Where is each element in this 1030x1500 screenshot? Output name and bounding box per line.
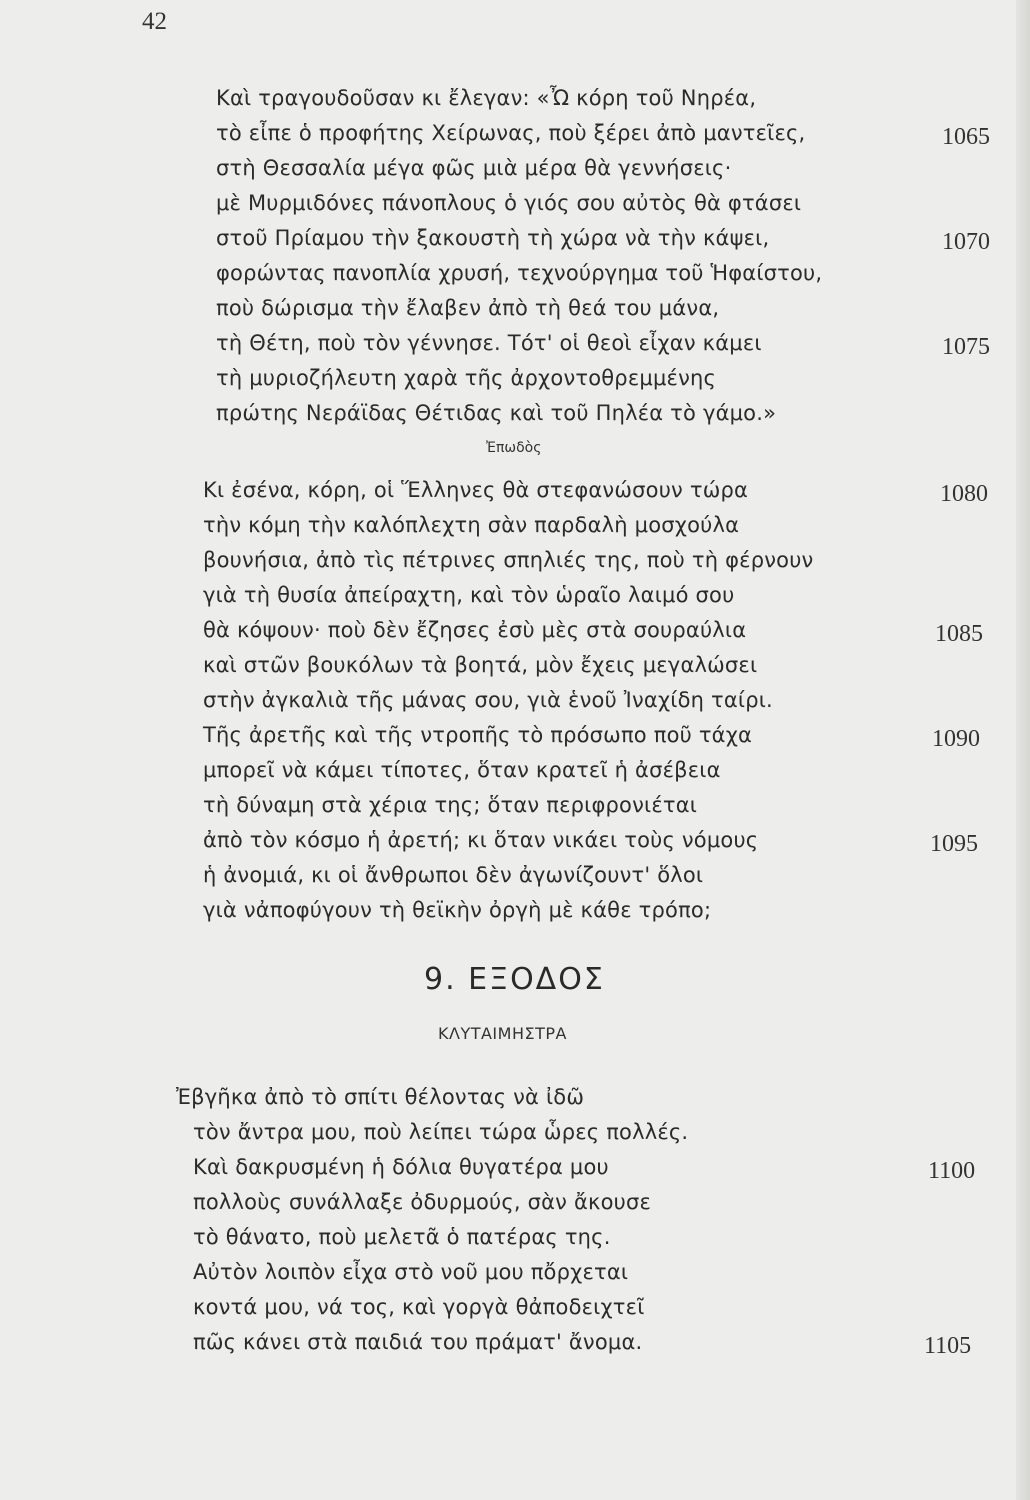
line-number: 1090 bbox=[932, 726, 980, 752]
line-number: 1075 bbox=[942, 334, 990, 360]
verse-line: τὸ εἶπε ὁ προφήτης Χείρωνας, ποὺ ξέρει ἀπὸ μαντεῖες, bbox=[216, 121, 806, 145]
page-number: 42 bbox=[142, 8, 167, 35]
verse-line: γιὰ νἀποφύγουν τὴ θεϊκὴν ὀργὴ μὲ κάθε τρόπο; bbox=[203, 898, 712, 922]
verse-line: Κι ἐσένα, κόρη, οἱ Ἕλληνες θὰ στεφανώσουν τώρα bbox=[203, 478, 749, 502]
verse-line: τὸν ἄντρα μου, ποὺ λείπει τώρα ὧρες πολλές. bbox=[193, 1120, 689, 1144]
verse-line: τὴ δύναμη στὰ χέρια της; ὅταν περιφρονιέται bbox=[203, 793, 698, 817]
speaker-name: ΚΛΥΤΑΙΜΗΣΤΡΑ bbox=[438, 1024, 567, 1043]
verse-line: κοντά μου, νά τος, καὶ γοργὰ θἀποδειχτεῖ bbox=[193, 1295, 645, 1319]
line-number: 1095 bbox=[930, 831, 978, 857]
verse-line: βουνήσια, ἀπὸ τὶς πέτρινες σπηλιές της, ποὺ τὴ φέρνουν bbox=[203, 548, 814, 572]
verse-line: Καὶ δακρυσμένη ἡ δόλια θυγατέρα μου bbox=[193, 1155, 609, 1179]
verse-line: τὴν κόμη τὴν καλόπλεχτη σὰν παρδαλὴ μοσχούλα bbox=[203, 513, 740, 537]
epode-label: Ἐπωδὸς bbox=[486, 440, 542, 456]
verse-line: πῶς κάνει στὰ παιδιά του πράματ' ἄνομα. bbox=[193, 1330, 643, 1354]
line-number: 1070 bbox=[942, 229, 990, 255]
verse-line: γιὰ τὴ θυσία ἀπείραχτη, καὶ τὸν ὡραῖο λαιμό σου bbox=[203, 583, 735, 607]
verse-line: τὴ Θέτη, ποὺ τὸν γέννησε. Τότ' οἱ θεοὶ εἶχαν κάμει bbox=[216, 331, 762, 355]
line-number: 1100 bbox=[928, 1158, 976, 1184]
line-number: 1105 bbox=[924, 1333, 972, 1359]
verse-line: Τῆς ἀρετῆς καὶ τῆς ντροπῆς τὸ πρόσωπο ποῦ τάχα bbox=[203, 723, 753, 747]
section-title: 9. ΕΞΟΔΟΣ bbox=[424, 962, 605, 997]
verse-line: Αὐτὸν λοιπὸν εἶχα στὸ νοῦ μου πὄρχεται bbox=[193, 1260, 629, 1284]
page-edge bbox=[1016, 0, 1030, 1500]
verse-line: στὴν ἀγκαλιὰ τῆς μάνας σου, γιὰ ἑνοῦ Ἰναχίδη ταίρι. bbox=[203, 688, 773, 712]
verse-line: πολλοὺς συνάλλαξε ὀδυρμούς, σὰν ἄκουσε bbox=[193, 1190, 652, 1214]
verse-line: θὰ κόψουν· ποὺ δὲν ἔζησες ἐσὺ μὲς στὰ σουραύλια bbox=[203, 618, 747, 642]
line-number: 1080 bbox=[940, 481, 988, 507]
verse-line: στὴ Θεσσαλία μέγα φῶς μιὰ μέρα θὰ γεννήσεις· bbox=[216, 156, 732, 180]
verse-line: ἡ ἀνομιά, κι οἱ ἄνθρωποι δὲν ἀγωνίζουντ' ὅλοι bbox=[203, 863, 704, 887]
verse-line: πρώτης Νεράϊδας Θέτιδας καὶ τοῦ Πηλέα τὸ γάμο.» bbox=[216, 401, 777, 425]
verse-line: τὴ μυριοζήλευτη χαρὰ τῆς ἀρχοντοθρεμμένης bbox=[216, 366, 717, 390]
verse-line: φορώντας πανοπλία χρυσή, τεχνούργημα τοῦ Ἡφαίστου, bbox=[216, 261, 823, 285]
verse-line: μπορεῖ νὰ κάμει τίποτες, ὅταν κρατεῖ ἡ ἀσέβεια bbox=[203, 758, 721, 782]
verse-line: Καὶ τραγουδοῦσαν κι ἔλεγαν: «Ὦ κόρη τοῦ Νηρέα, bbox=[216, 86, 757, 110]
line-number: 1065 bbox=[942, 124, 990, 150]
verse-line: τὸ θάνατο, ποὺ μελετᾶ ὁ πατέρας της. bbox=[193, 1225, 611, 1249]
verse-line: στοῦ Πρίαμου τὴν ξακουστὴ τὴ χώρα νὰ τὴν κάψει, bbox=[216, 226, 770, 250]
line-number: 1085 bbox=[935, 621, 983, 647]
verse-line: Ἐβγῆκα ἀπὸ τὸ σπίτι θέλοντας νὰ ἰδῶ bbox=[176, 1085, 585, 1109]
verse-line: καὶ στῶν βουκόλων τὰ βοητά, μὸν ἔχεις μεγαλώσει bbox=[203, 653, 758, 677]
verse-line: ἀπὸ τὸν κόσμο ἡ ἀρετή; κι ὅταν νικάει τοὺς νόμους bbox=[203, 828, 759, 852]
verse-line: μὲ Μυρμιδόνες πάνοπλους ὁ γιός σου αὐτὸς θὰ φτάσει bbox=[216, 191, 802, 215]
verse-line: ποὺ δώρισμα τὴν ἔλαβεν ἀπὸ τὴ θεά του μάνα, bbox=[216, 296, 720, 320]
